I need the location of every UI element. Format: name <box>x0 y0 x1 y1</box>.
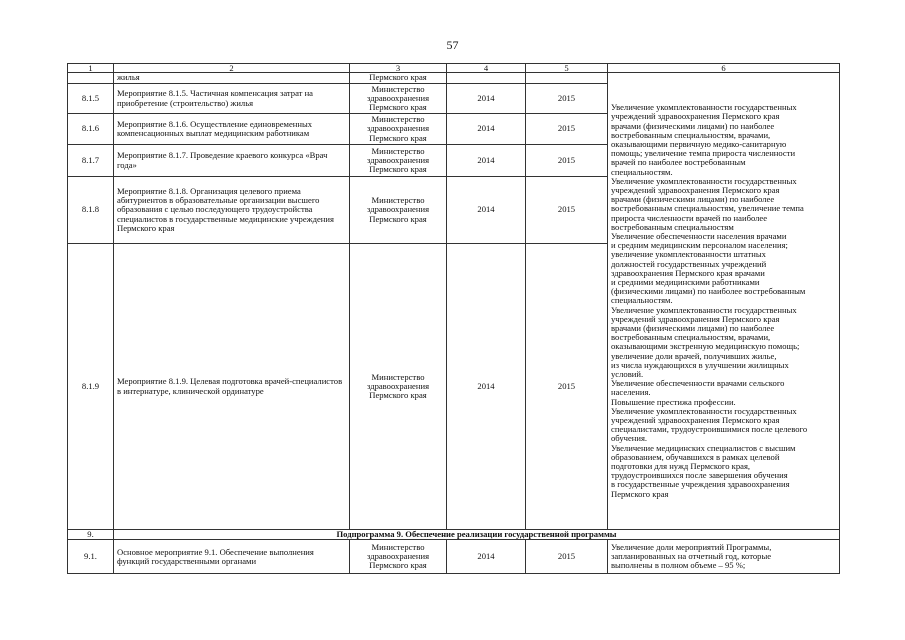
row-number <box>68 73 114 84</box>
responsible-org: Министерство здравоохранения Пермского края <box>350 114 447 145</box>
start-year <box>447 73 526 84</box>
end-year: 2015 <box>526 145 608 177</box>
expected-results: Увеличение укомплектованности государственных учреждений здравоохранения Пермского края врачами (физическими лицами) по наиболее востребованным специальностям, врачами, оказывающими первичную медико-санитарную помощь; увеличение темпа прироста численности врачей по наиболее востребованным специальностям. Увеличение укомплектованности государственных учреждений здравоохранения Пермского края врачами (физическими лицами) по наиболее востребованным специальностям, увеличение темпа прироста численности врачей по наиболее востребованным специальностям Увеличение обеспеченности населения врачами и средним медицинским персоналом населения; увеличение укомплектованности штатных должностей государственных учреждений здравоохранения Пермского края врачами и средними медицинскими работниками (физическими лицами) по наиболее востребованным специальностям. Увеличение укомплектованности государственных учреждений здравоохранения Пермского края врачами (физическими лицами) по наиболее востребованным специальностям, врачами, оказывающими экстренную медицинскую помощь; увеличение доли врачей, получивших жилье, из числа нуждающихся в улучшении жилищных условий. Увеличение обеспеченности врачами сельского населения. Повышение престижа профессии. Увеличение укомплектованности государственных учреждений здравоохранения Пермского края специалистами, трудоустроившимися после целевого обучения. Увеличение медицинских специалистов с высшим образованием, обучавшихся в рамках целевой подготовки для нужд Пермского края, трудоустроившихся после завершения обучения в государственные учреждения здравоохранения Пермского края <box>608 73 840 530</box>
expected-results: Увеличение доли мероприятий Программы, запланированных на отчетный год, которые выполнены в полном объеме – 95 %; <box>608 540 840 574</box>
table-row <box>68 540 840 574</box>
responsible-org: Министерство здравоохранения Пермского края <box>350 84 447 114</box>
page-number: 57 <box>446 38 459 52</box>
responsible-org: Министерство здравоохранения Пермского края <box>350 540 447 574</box>
responsible-org: Пермского края <box>350 73 447 84</box>
start-year: 2014 <box>447 177 526 244</box>
subprogram-row <box>68 530 840 540</box>
responsible-org: Министерство здравоохранения Пермского края <box>350 177 447 244</box>
header-col-6: 6 <box>608 64 840 73</box>
header-col-2: 2 <box>114 64 350 73</box>
responsible-org: Министерство здравоохранения Пермского края <box>350 145 447 177</box>
end-year <box>526 73 608 84</box>
start-year: 2014 <box>447 84 526 114</box>
start-year: 2014 <box>447 540 526 574</box>
event-name: Мероприятие 8.1.7. Проведение краевого конкурса «Врач года» <box>114 145 350 177</box>
row-number: 8.1.5 <box>68 84 114 114</box>
row-number: 8.1.8 <box>68 177 114 244</box>
row-number: 8.1.7 <box>68 145 114 177</box>
event-name: Основное мероприятие 9.1. Обеспечение выполнения функций государственными органами <box>114 540 350 574</box>
start-year: 2014 <box>447 145 526 177</box>
row-number: 9.1. <box>68 540 114 574</box>
event-name: Мероприятие 8.1.9. Целевая подготовка врачей-специалистов в интернатуре, клинической ординатуре <box>114 244 350 530</box>
end-year: 2015 <box>526 244 608 530</box>
header-col-5: 5 <box>526 64 608 73</box>
header-col-3: 3 <box>350 64 447 73</box>
header-col-1: 1 <box>68 64 114 73</box>
event-name: Мероприятие 8.1.6. Осуществление единовременных компенсационных выплат медицинским работникам <box>114 114 350 145</box>
start-year: 2014 <box>447 114 526 145</box>
header-row <box>68 64 840 73</box>
header-col-4: 4 <box>447 64 526 73</box>
event-name: жилья <box>114 73 350 84</box>
end-year: 2015 <box>526 540 608 574</box>
end-year: 2015 <box>526 177 608 244</box>
event-name: Мероприятие 8.1.8. Организация целевого приема абитуриентов в образовательные организации высшего образования с целью последующего трудоустройства специалистов в государственные медицинские учреждения Пермского края <box>114 177 350 244</box>
table-row <box>68 73 840 84</box>
row-number: 8.1.9 <box>68 244 114 530</box>
responsible-org: Министерство здравоохранения Пермского края <box>350 244 447 530</box>
end-year: 2015 <box>526 114 608 145</box>
subprogram-number: 9. <box>68 530 114 540</box>
end-year: 2015 <box>526 84 608 114</box>
row-number: 8.1.6 <box>68 114 114 145</box>
program-table <box>67 63 840 574</box>
event-name: Мероприятие 8.1.5. Частичная компенсация затрат на приобретение (строительство) жилья <box>114 84 350 114</box>
start-year: 2014 <box>447 244 526 530</box>
subprogram-title: Подпрограмма 9. Обеспечение реализации государственной программы <box>114 530 840 540</box>
